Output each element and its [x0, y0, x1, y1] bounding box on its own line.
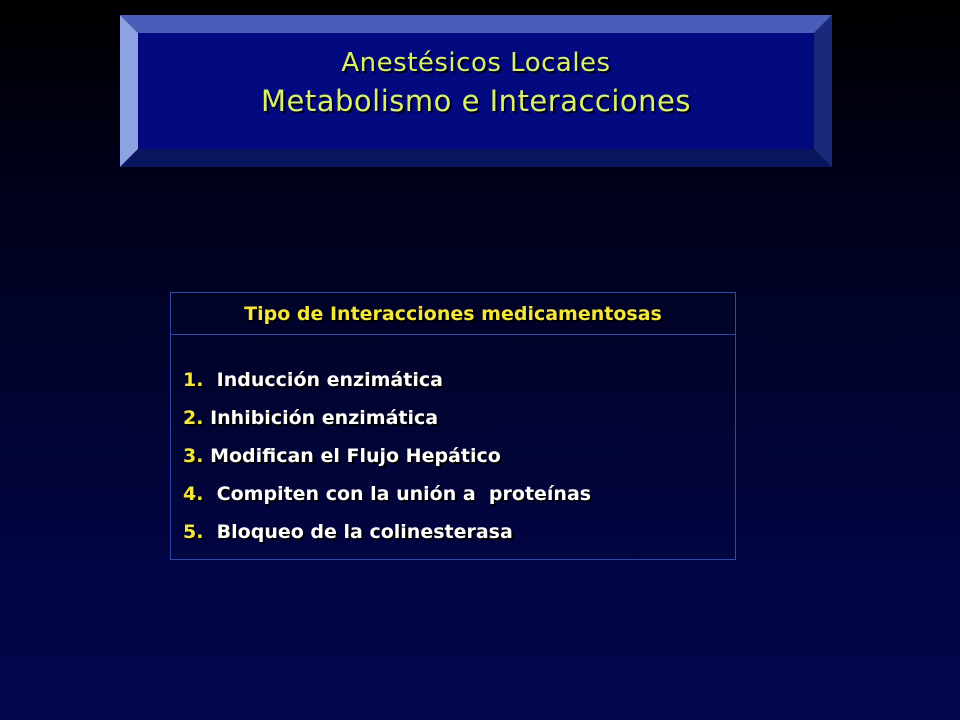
bevel-left	[120, 15, 138, 167]
list-item	[183, 439, 735, 477]
list-item-text: Inducción enzimática	[203, 369, 443, 391]
list-item-text: Compiten con la unión a proteínas	[203, 483, 592, 505]
list-item-number: 4.	[183, 483, 204, 505]
list-item-number: 2.	[183, 407, 204, 429]
list-item-text: Modifican el Flujo Hepático	[203, 445, 501, 467]
list-item	[183, 401, 735, 439]
list-item-text: Bloqueo de la colinesterasa	[203, 521, 513, 543]
list-item	[183, 477, 735, 515]
title-line-1: Anestésicos Locales	[341, 48, 611, 78]
bevel-top	[120, 15, 832, 33]
table-header: Tipo de Interacciones medicamentosas	[171, 293, 735, 335]
list-item-number: 5.	[183, 521, 204, 543]
bevel-right	[814, 15, 832, 167]
list-item-number: 3.	[183, 445, 204, 467]
bevel-bottom	[120, 149, 832, 167]
interactions-table	[170, 292, 736, 560]
list-item-text: Inhibición enzimática	[203, 407, 439, 429]
list-item	[183, 363, 735, 401]
list-item	[183, 515, 735, 553]
slide-title	[138, 35, 814, 149]
list-item-number: 1.	[183, 369, 204, 391]
title-panel	[120, 15, 832, 167]
title-line-2: Metabolismo e Interacciones	[260, 84, 691, 118]
table-body	[171, 335, 735, 553]
